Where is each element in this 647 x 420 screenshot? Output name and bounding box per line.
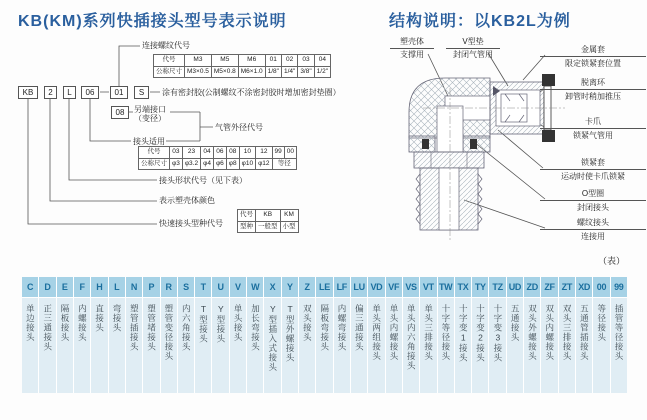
table-cell: φ3.2 (182, 158, 200, 170)
table-cell: φ6 (213, 158, 226, 170)
shape-column-ZT (559, 277, 575, 393)
table-cell: M5 (211, 55, 238, 67)
left-title: KB(KM)系列快插接头型号表示说明 (18, 13, 287, 30)
shape-code-header: VF (386, 277, 402, 297)
callout-vseal-desc: 封闭气管用 (453, 50, 493, 59)
shape-name-cell (489, 298, 505, 393)
table-cell: 公称尺寸 (154, 66, 185, 78)
shape-name-text: 偏三通接头 (354, 304, 365, 352)
code-box-sealant: S (134, 86, 149, 99)
label-series-code: 快速接头型种代号 (159, 219, 223, 228)
shape-name-text: 等径接头 (596, 304, 607, 342)
shape-column-Y (282, 277, 298, 393)
callout-lock-sleeve (540, 157, 646, 182)
shape-column-D (39, 277, 55, 393)
shape-column-ZD (524, 277, 540, 393)
table-cell: 00 (284, 147, 296, 159)
shape-code-header: S (178, 277, 194, 297)
shape-column-W (247, 277, 263, 393)
shape-code-header: P (143, 277, 159, 297)
shape-name-cell (178, 298, 194, 393)
shape-code-table (22, 277, 627, 393)
callout-threaded-joint (540, 217, 646, 242)
callout-metal-sleeve-name: 金属套 (540, 44, 646, 57)
shape-name-text: Y型插入式接头 (267, 304, 278, 372)
shape-column-L (109, 277, 125, 393)
label-other-end-1: 另端接口 (134, 105, 166, 114)
table-cell: KM (280, 210, 298, 222)
shape-code-header: ZF (541, 277, 557, 297)
shape-name-text: 塑管变径接头 (163, 304, 174, 361)
callout-o-ring-desc: 封闭接头 (577, 203, 609, 212)
code-box-shape: L (63, 86, 76, 99)
shape-column-ZF (541, 277, 557, 393)
thread-size-table (153, 54, 331, 78)
shape-name-text: 双头接头 (302, 304, 313, 342)
shape-name-text: 五通接头 (510, 304, 521, 342)
table-cell: M3 (185, 55, 212, 67)
callout-threaded-joint-name: 螺纹接头 (540, 217, 646, 230)
table-cell: KB (256, 210, 281, 222)
shape-code-header: U (212, 277, 228, 297)
shape-code-header: TX (455, 277, 471, 297)
shape-name-cell (109, 298, 125, 393)
shape-column-VD (368, 277, 384, 393)
shape-name-text: 单头两组接头 (371, 304, 382, 361)
shape-name-text: 单头三排接头 (423, 304, 434, 361)
shape-code-header: TZ (489, 277, 505, 297)
label-joint-fit: 接头适用 (133, 137, 165, 146)
shape-code-header: LF (334, 277, 350, 297)
label-other-end-2: （变径） (134, 114, 166, 123)
callout-metal-sleeve (540, 44, 646, 69)
shape-name-cell (299, 298, 315, 393)
shape-name-text: 十字变1接头 (458, 304, 469, 363)
shape-name-cell (472, 298, 488, 393)
callout-claw-name: 卡爪 (540, 116, 646, 129)
table-cell: 99 (272, 147, 284, 159)
shape-column-N (126, 277, 142, 393)
shape-code-header: VS (403, 277, 419, 297)
shape-name-cell (368, 298, 384, 393)
shape-name-text: 塑管插接头 (129, 304, 140, 352)
shape-name-text: 单边接头 (25, 304, 36, 342)
table-cell: 一般型 (256, 221, 281, 233)
code-box-series: KB (18, 86, 38, 99)
table-cell: 12 (256, 147, 272, 159)
shape-name-text: 内螺弯接头 (337, 304, 348, 352)
table-cell: 等径 (272, 158, 296, 170)
shape-name-cell (611, 298, 627, 393)
shape-name-text: 插管等径接头 (614, 304, 625, 361)
shape-name-text: 单头内六角接头 (406, 304, 417, 371)
shape-name-text: 弯接头 (111, 304, 122, 333)
label-sealant-note: 涂有密封胶(公制螺纹不涂密封胶时增加密封垫圈） (162, 88, 341, 97)
label-thread-code: 连接螺纹代号 (142, 41, 190, 50)
shape-name-cell (559, 298, 575, 393)
callout-shell (390, 36, 434, 60)
shape-code-header: ZD (524, 277, 540, 297)
shape-name-cell (247, 298, 263, 393)
callout-vseal-name: V型垫 (446, 36, 500, 49)
table-cell: 10 (239, 147, 255, 159)
shape-name-cell (57, 298, 73, 393)
table-cell: 1/2" (314, 66, 330, 78)
shape-column-XD (576, 277, 592, 393)
shape-column-E (57, 277, 73, 393)
table-cell: φ3 (170, 158, 183, 170)
shape-name-text: 正三通接头 (42, 304, 53, 352)
code-box-thread: 01 (110, 86, 128, 99)
table-cell: 小型 (280, 221, 298, 233)
shape-column-VS (403, 277, 419, 393)
shape-name-cell (316, 298, 332, 393)
shape-name-cell (420, 298, 436, 393)
shape-name-text: 十字变2接头 (475, 304, 486, 363)
shape-code-header: VT (420, 277, 436, 297)
shape-name-text: 隔板接头 (60, 304, 71, 342)
table-reference-note: （表） (598, 256, 626, 266)
shape-column-VT (420, 277, 436, 393)
shape-code-header: H (91, 277, 107, 297)
table-cell: 04 (314, 55, 330, 67)
table-cell: φ12 (256, 158, 272, 170)
shape-column-VF (386, 277, 402, 393)
table-cell: 代号 (238, 210, 256, 222)
callout-claw (540, 116, 646, 141)
shape-code-header: LU (351, 277, 367, 297)
shape-name-cell (161, 298, 177, 393)
table-cell: 06 (213, 147, 226, 159)
shape-name-text: 五通管插接头 (579, 304, 590, 361)
code-box-color: 2 (44, 86, 57, 99)
shape-name-cell (126, 298, 142, 393)
callout-release-ring (540, 77, 646, 102)
shape-name-text: 十字变3接头 (492, 304, 503, 363)
callout-release-ring-desc: 卸管时稍加推压 (565, 92, 621, 101)
shape-name-cell (351, 298, 367, 393)
table-cell: 01 (265, 55, 281, 67)
shape-name-cell (74, 298, 90, 393)
shape-column-S (178, 277, 194, 393)
shape-column-F (74, 277, 90, 393)
shape-column-LE (316, 277, 332, 393)
shape-column-V (230, 277, 246, 393)
callout-threaded-joint-desc: 连接用 (581, 232, 605, 241)
shape-code-header: TY (472, 277, 488, 297)
shape-code-header: T (195, 277, 211, 297)
table-cell: 23 (182, 147, 200, 159)
shape-code-header: ZT (559, 277, 575, 297)
shape-name-cell (334, 298, 350, 393)
shape-name-cell (195, 298, 211, 393)
table-cell: 04 (201, 147, 214, 159)
shape-name-text: 内六角接头 (181, 304, 192, 352)
shape-column-C (22, 277, 38, 393)
shape-column-TY (472, 277, 488, 393)
shape-code-header: 00 (593, 277, 609, 297)
shape-name-cell (576, 298, 592, 393)
table-cell: 1/8" (265, 66, 281, 78)
table-cell: 公称尺寸 (139, 158, 170, 170)
shape-code-header: UD (507, 277, 523, 297)
shape-name-cell (593, 298, 609, 393)
shape-code-header: V (230, 277, 246, 297)
table-cell: φ8 (226, 158, 239, 170)
shape-code-header: D (39, 277, 55, 297)
table-cell: φ10 (239, 158, 255, 170)
shape-name-cell (524, 298, 540, 393)
shape-code-header: 99 (611, 277, 627, 297)
table-cell: M6×1.0 (238, 66, 265, 78)
shape-column-99 (611, 277, 627, 393)
shape-name-text: 直接头 (94, 304, 105, 333)
shape-name-text: 内螺接头 (77, 304, 88, 342)
shape-column-H (91, 277, 107, 393)
shape-name-text: 隔板弯接头 (319, 304, 330, 352)
shape-name-text: 加长弯接头 (250, 304, 261, 352)
shape-name-cell (455, 298, 471, 393)
shape-name-cell (403, 298, 419, 393)
callout-shell-desc: 支撑用 (400, 50, 424, 59)
shape-code-header: Y (282, 277, 298, 297)
shape-column-00 (593, 277, 609, 393)
table-cell: 型种 (238, 221, 256, 233)
table-cell: φ4 (201, 158, 214, 170)
shape-name-text: Y型接头 (215, 304, 226, 344)
callout-lock-sleeve-name: 锁紧套 (540, 157, 646, 170)
shape-name-cell (91, 298, 107, 393)
shape-code-header: VD (368, 277, 384, 297)
shape-column-UD (507, 277, 523, 393)
shape-column-Z (299, 277, 315, 393)
shape-code-header: LE (316, 277, 332, 297)
label-tube-od-code: 气管外径代号 (215, 123, 263, 132)
callout-o-ring-name: O型圈 (540, 188, 646, 201)
shape-name-text: 塑管堵接头 (146, 304, 157, 352)
shape-name-cell (22, 298, 38, 393)
shape-name-cell (212, 298, 228, 393)
callout-metal-sleeve-desc: 限定锁紧套位置 (565, 59, 621, 68)
callout-shell-name: 塑壳体 (390, 36, 434, 49)
shape-code-header: L (109, 277, 125, 297)
table-cell: 03 (170, 147, 183, 159)
shape-name-cell (541, 298, 557, 393)
shape-code-header: X (264, 277, 280, 297)
shape-name-text: 十字等径接头 (440, 304, 451, 361)
tube-od-table (138, 146, 297, 170)
callout-vseal (446, 36, 500, 60)
table-cell: 03 (298, 55, 314, 67)
shape-name-cell (282, 298, 298, 393)
table-cell: 02 (281, 55, 297, 67)
shape-column-R (161, 277, 177, 393)
shape-code-header: TW (438, 277, 454, 297)
shape-name-cell (438, 298, 454, 393)
shape-name-text: 双头三排接头 (562, 304, 573, 361)
shape-name-cell (230, 298, 246, 393)
table-cell: 代号 (139, 147, 170, 159)
shape-code-header: C (22, 277, 38, 297)
table-cell: 08 (226, 147, 239, 159)
shape-name-text: 双头内螺接头 (544, 304, 555, 361)
shape-name-cell (39, 298, 55, 393)
table-cell: 3/8" (298, 66, 314, 78)
shape-code-header: F (74, 277, 90, 297)
table-cell: 代号 (154, 55, 185, 67)
shape-name-cell (386, 298, 402, 393)
series-type-table (237, 209, 299, 233)
shape-name-cell (264, 298, 280, 393)
callout-o-ring (540, 188, 646, 213)
shape-name-cell (143, 298, 159, 393)
shape-name-text: 单头接头 (233, 304, 244, 342)
shape-code-header: Z (299, 277, 315, 297)
shape-name-text: 单头内螺接头 (388, 304, 399, 361)
shape-column-TX (455, 277, 471, 393)
shape-code-header: R (161, 277, 177, 297)
callout-lock-sleeve-desc: 运动时使卡爪锁紧 (561, 172, 625, 181)
table-cell: M6 (238, 55, 265, 67)
shape-column-T (195, 277, 211, 393)
shape-name-cell (507, 298, 523, 393)
callout-claw-desc: 锁紧气管用 (573, 131, 613, 140)
shape-name-text: T型外螺接头 (285, 304, 296, 363)
shape-name-text: T型接头 (198, 304, 209, 344)
shape-code-header: W (247, 277, 263, 297)
code-box-tube: 06 (81, 86, 99, 99)
table-cell: M3×0.5 (185, 66, 212, 78)
shape-column-TW (438, 277, 454, 393)
shape-column-X (264, 277, 280, 393)
shape-column-LF (334, 277, 350, 393)
code-box-other-end: 08 (111, 106, 129, 119)
shape-column-U (212, 277, 228, 393)
shape-column-TZ (489, 277, 505, 393)
label-shell-color: 表示塑壳体颜色 (159, 196, 215, 205)
table-cell: 1/4" (281, 66, 297, 78)
shape-code-header: N (126, 277, 142, 297)
table-cell: M5×0.8 (211, 66, 238, 78)
shape-name-text: 双头外螺接头 (527, 304, 538, 361)
label-shape-code: 接头形状代号（见下表） (159, 176, 247, 185)
right-title: 结构说明：以KB2L为例 (389, 13, 571, 30)
shape-code-header: XD (576, 277, 592, 297)
callout-release-ring-name: 脱离环 (540, 77, 646, 90)
shape-column-P (143, 277, 159, 393)
shape-code-header: E (57, 277, 73, 297)
shape-column-LU (351, 277, 367, 393)
